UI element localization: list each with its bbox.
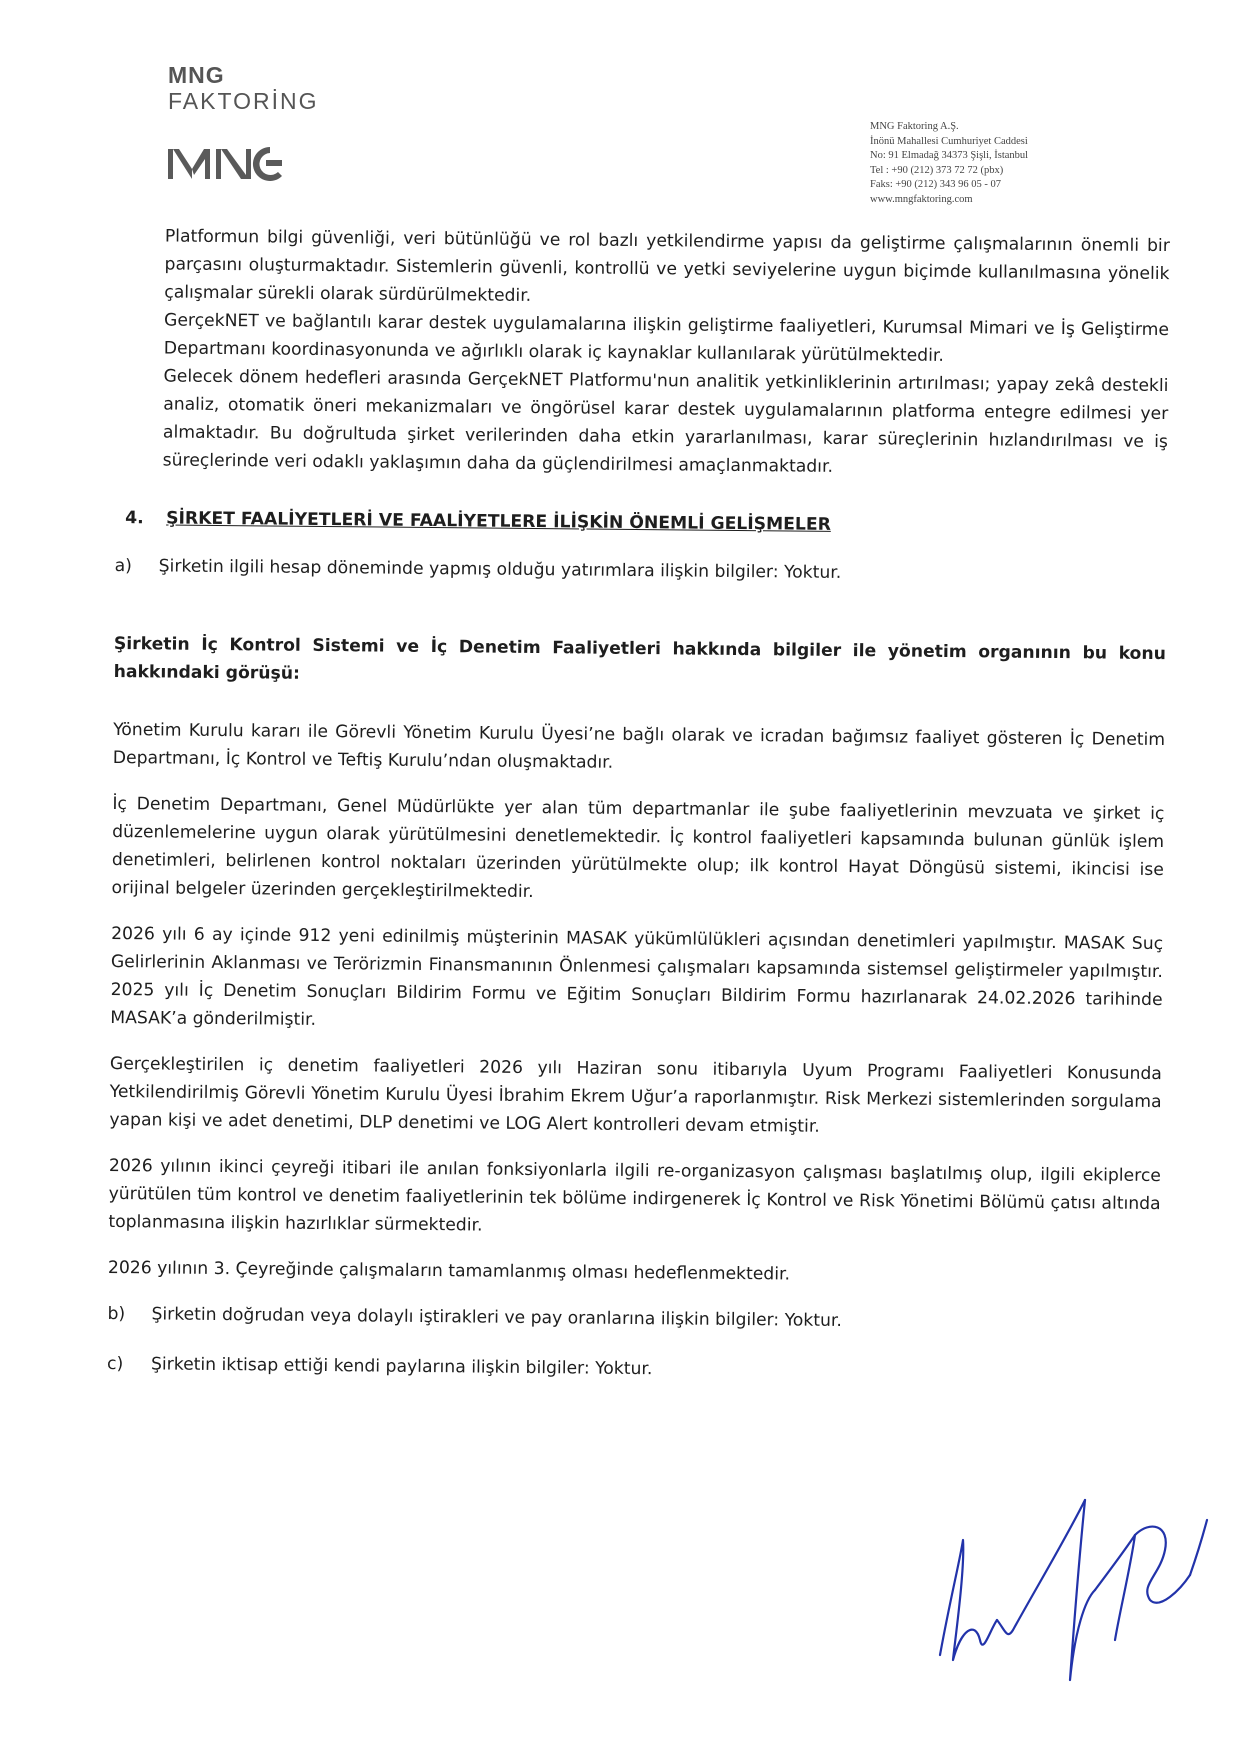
handwritten-signature xyxy=(935,1480,1215,1720)
internal-control-subheading: Şirketin İç Kontrol Sistemi ve İç Denetim Faaliyetleri hakkında bilgiler ile yönetim organının bu konu hakkındaki görüşü: xyxy=(113,633,1166,684)
logo-line-2: FAKTORİNG xyxy=(168,88,319,114)
address-line: Tel : +90 (212) 373 72 72 (pbx) xyxy=(870,164,1004,176)
list-item-a xyxy=(115,552,1167,590)
mng-logo-mark-icon xyxy=(168,145,283,183)
item-marker: c) xyxy=(106,1353,124,1375)
address-line: No: 91 Elmadağ 34373 Şişli, İstanbul xyxy=(870,150,1029,161)
paragraph-reporting: Gerçekleştirilen iç denetim faaliyetleri 2026 yılı Haziran sonu itibarıyla Uyum Programı Faaliyetleri Konusunda Yetkilendirilmiş Görevli Yönetim Kurulu Üyesi İbrahim Ekrem Uğur’a raporlanmıştır. Risk Merkezi sistemlerinden sorgulama yapan kişi ve adet denetimi, DLP denetimi ve LOG Alert kontrolleri devam etmiştir. xyxy=(109,1053,1162,1137)
section-4-heading xyxy=(115,504,1167,542)
section-title: ŞİRKET FAALİYETLERİ VE FAALİYETLERE İLİŞKİN ÖNEMLİ GELİŞMELER xyxy=(166,508,831,535)
paragraph-internal-audit-structure: Yönetim Kurulu kararı ile Görevli Yönetim Kurulu Üyesi’ne bağlı olarak ve icradan bağımsız faaliyet gösteren İç Denetim Departmanı, İç Kontrol ve Teftiş Kurulu’ndan oluşmaktadır. xyxy=(112,719,1166,773)
paragraph-security: Platformun bilgi güvenliği, veri bütünlüğü ve rol bazlı yetkilendirme yapısı da geliştirme çalışmalarının önemli bir parçasını oluşturmaktadır. Sistemlerin güvenli, kontrollü ve yetki seviyelerine uygun biçimde kullanılmasına yönelik çalışmalar sürekli olarak sürdürülmektedir. xyxy=(164,226,1170,306)
item-marker: a) xyxy=(114,555,133,577)
section-number: 4. xyxy=(125,508,144,529)
item-marker: b) xyxy=(107,1303,126,1325)
address-line: Faks: +90 (212) 343 96 05 - 07 xyxy=(870,179,1002,190)
company-address-block xyxy=(870,120,1028,207)
list-item-c xyxy=(107,1350,1159,1388)
item-text: Şirketin ilgili hesap döneminde yapmış olduğu yatırımlara ilişkin bilgiler: Yoktur. xyxy=(158,556,842,583)
paragraph-target: 2026 yılının 3. Çeyreğinde çalışmaların tamamlanmış olması hedeflenmektedir. xyxy=(107,1257,791,1285)
paragraph-internal-audit-scope: İç Denetim Departmanı, Genel Müdürlükte yer alan tüm departmanlar ile şube faaliyetlerinin mevzuata ve şirket iç düzenlemelerine uygun olarak yürütülmesini denetlemektedir. İç kontrol faaliyetleri kapsamında bulunan günlük işlem denetimleri, belirlenen kontrol noktaları üzerinden yürütülmekte olup; ilk kontrol Hayat Döngüsü sistemi, ikincisi ise orijinal belgeler üzerinden gerçekleştirilmektedir. xyxy=(111,793,1165,903)
document-body xyxy=(107,222,1170,1388)
address-line: İnönü Mahallesi Cumhuriyet Caddesi xyxy=(870,135,1028,147)
item-text: Şirketin doğrudan veya dolaylı iştirakleri ve pay oranlarına ilişkin bilgiler: Yoktur. xyxy=(151,1304,842,1331)
paragraph-future-goals: Gelecek dönem hedefleri arasında GerçekNET Platformu'nun analitik yetkinliklerinin artırılması; yapay zekâ destekli analiz, otomatik öneri mekanizmaları ve öngörüsel karar destek uygulamalarının platforma entegre edilmesi yer almaktadır. Bu doğrultuda şirket verilerinden daha etkin yararlanılması, karar süreçlerinin hızlandırılması ve iş süreçlerinde veri odaklı yaklaşımın daha da güçlendirilmesi amaçlanmaktadır. xyxy=(162,366,1169,477)
address-line: MNG Faktoring A.Ş. xyxy=(870,121,959,132)
list-item-b xyxy=(107,1300,1159,1338)
item-text: Şirketin iktisap ettiği kendi paylarına ilişkin bilgiler: Yoktur. xyxy=(150,1354,653,1380)
address-line: www.mngfaktoring.com xyxy=(870,193,973,205)
paragraph-masak: 2026 yılı 6 ay içinde 912 yeni edinilmiş müşterinin MASAK yükümlülükleri açısından denetimleri yapılmıştır. MASAK Suç Gelirlerinin Aklanması ve Terörizmin Finansmanının Önlenmesi çalışmaları kapsamında sistemsel geliştirmeler yapılmıştır. 2025 yılı İç Denetim Sonuçları Bildirim Formu ve Eğitim Sonuçları Bildirim Formu hazırlanarak 24.02.2026 tarihinde MASAK’a gönderilmiştir. xyxy=(110,923,1164,1030)
paragraph-gerceknet-development: GerçekNET ve bağlantılı karar destek uygulamalarına ilişkin geliştirme faaliyetleri, Kurumsal Mimari ve İş Geliştirme Departmanı koordinasyonunda ve ağırlıklı olarak iç kaynaklar kullanılarak yürütülmektedir. xyxy=(163,310,1170,366)
company-logo-text xyxy=(168,62,319,114)
logo-line-1: MNG xyxy=(168,62,225,88)
paragraph-reorganization: 2026 yılının ikinci çeyreği itibari ile anılan fonksiyonlarla ilgili re-organizasyon çalışması başlatılmış olup, ilgili ekiplerce yürütülen tüm kontrol ve denetim faaliyetlerinin tek bölüme indirgenerek İç Kontrol ve Risk Yönetimi Bölümü çatısı altında toplanmasına ilişkin hazırlıklar sürmektedir. xyxy=(108,1155,1161,1236)
